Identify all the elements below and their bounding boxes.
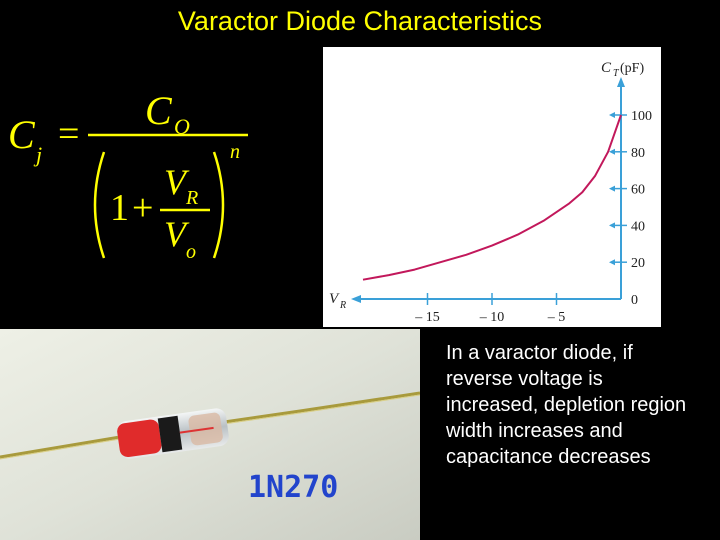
y-axis-label: C bbox=[601, 60, 612, 76]
formula-numerator-symbol: C bbox=[145, 88, 172, 133]
capacitance-curve bbox=[363, 115, 621, 280]
y-tick-arrow bbox=[609, 259, 615, 265]
formula-exponent: n bbox=[230, 141, 240, 163]
slide-title: Varactor Diode Characteristics bbox=[177, 6, 543, 36]
x-axis-label-sub: R bbox=[340, 300, 347, 311]
y-tick-label: 80 bbox=[631, 145, 645, 161]
formula-equals: = bbox=[58, 113, 80, 155]
formula-vo-symbol: V bbox=[164, 214, 186, 254]
chart-series bbox=[363, 115, 621, 280]
capacitance-chart bbox=[323, 47, 661, 327]
y-tick-label: 20 bbox=[631, 256, 645, 272]
capacitance-formula bbox=[0, 80, 270, 280]
chart-ticks bbox=[414, 109, 652, 325]
y-tick-label: 60 bbox=[631, 182, 645, 198]
formula-one: 1 bbox=[110, 187, 129, 229]
formula-plus: + bbox=[132, 187, 154, 229]
slide-description: In a varactor diode, if reverse voltage is increased, depletion region width increases and capacitance decreases bbox=[446, 342, 687, 468]
y-axis-unit: (pF) bbox=[620, 61, 645, 76]
chart-svg bbox=[323, 47, 661, 327]
y-tick-arrow bbox=[609, 186, 615, 192]
y-tick-label: 0 bbox=[631, 293, 638, 308]
x-tick-label: – 5 bbox=[547, 310, 566, 325]
y-tick-arrow bbox=[609, 222, 615, 228]
y-tick-label: 40 bbox=[631, 219, 645, 235]
formula-lhs-sub: j bbox=[36, 142, 43, 167]
diode-red-end bbox=[116, 419, 162, 459]
formula-lhs-symbol: C bbox=[8, 112, 35, 157]
formula-vr-symbol: V bbox=[164, 162, 186, 202]
diode-photo bbox=[0, 329, 420, 540]
formula-vo-sub: o bbox=[186, 241, 196, 263]
x-tick-label: – 15 bbox=[415, 310, 440, 325]
y-tick-arrow bbox=[609, 149, 615, 155]
diode-part-label: 1N270 bbox=[248, 470, 339, 505]
y-tick-label: 100 bbox=[631, 109, 652, 124]
formula-svg bbox=[0, 80, 270, 280]
formula-left-paren bbox=[95, 152, 104, 258]
formula-right-paren bbox=[214, 152, 223, 258]
x-axis-arrow bbox=[351, 295, 361, 303]
x-tick-label: – 10 bbox=[479, 310, 505, 325]
formula-numerator-sub: O bbox=[174, 114, 190, 139]
diode-photo-svg bbox=[0, 329, 420, 540]
formula-vr-sub: R bbox=[186, 187, 199, 209]
y-tick-arrow bbox=[609, 112, 615, 118]
y-axis-label-sub: T bbox=[613, 68, 619, 79]
x-axis-label: V bbox=[329, 291, 339, 307]
